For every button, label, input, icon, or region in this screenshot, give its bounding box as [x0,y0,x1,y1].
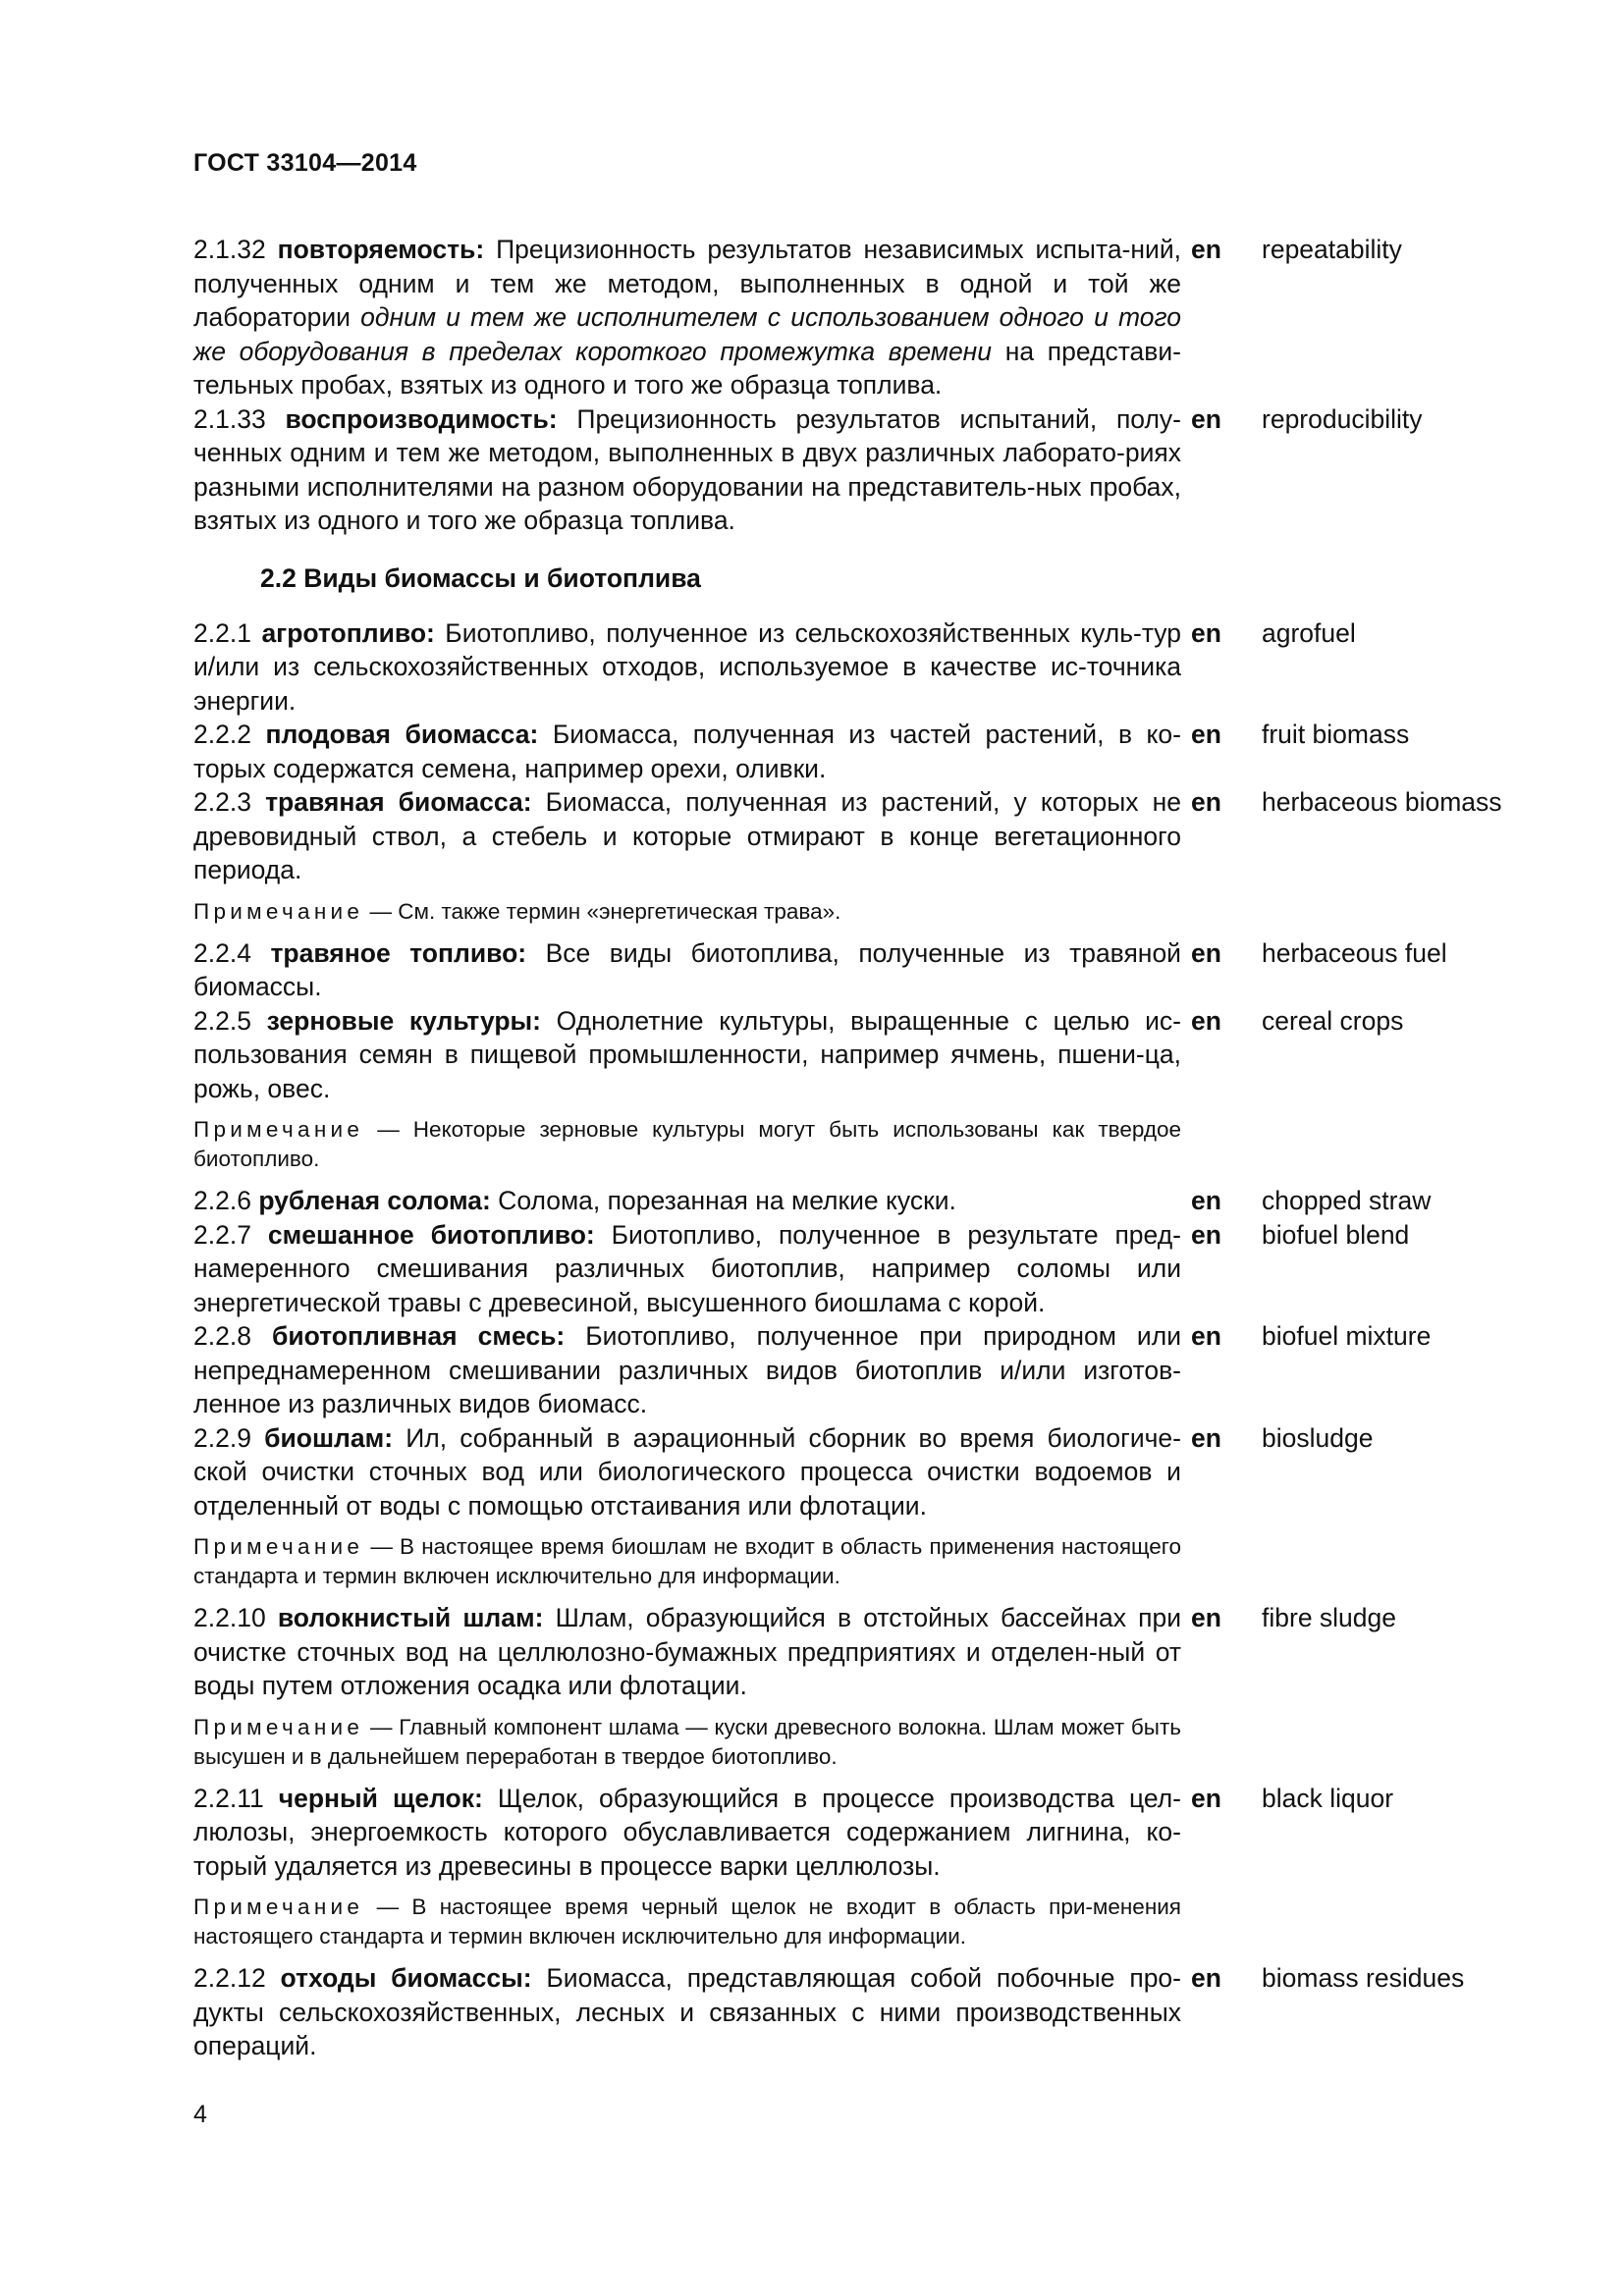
language-code: en [1191,1005,1221,1036]
term-entry [193,233,1548,402]
note [193,1893,1181,1951]
note [193,1713,1181,1772]
english-equivalent: herbaceous biomass [1262,787,1502,817]
language-code: en [1191,235,1221,264]
term-number: 2.2.12 [193,1963,266,1993]
note [193,1532,1181,1591]
term-number: 2.1.32 [193,235,266,264]
definition-text: Биотопливо, полученное из сельскохозяйственных куль-тур и/или из сельскохозяйственных отходов, используемое в качестве ис-точника энергии. [193,617,1181,716]
language-code: en [1191,1603,1221,1632]
definition-text: на представи-тельных пробах, взятых из одного и того же образца топлива. [193,336,1181,400]
term-number: 2.2.9 [193,1422,251,1453]
term-name: смешанное биотопливо: [267,1219,595,1250]
term-definition [193,1319,1181,1421]
english-equivalent: biofuel blend [1262,1219,1410,1250]
section-2-2-entries [193,616,1548,2063]
term-entry [193,1782,1548,1884]
term-number: 2.2.3 [193,787,251,817]
language-code: en [1191,1219,1221,1250]
english-equivalent: fibre sludge [1262,1603,1397,1632]
note-label: Примечание [193,898,364,924]
term-entry [193,1184,1548,1218]
definition-text: Биотопливо, полученное при природном или непреднамеренном смешивании различных видов биотоплив и/или изготов-ленное из различных видов биомасс. [193,1321,1181,1418]
term-definition [193,1421,1181,1523]
term-definition [193,785,1181,887]
term-name: воспроизводимость: [285,403,558,434]
language-code: en [1191,1783,1221,1813]
note-text: — В настоящее время биошлам не входит в область применения настоящего стандарта и термин включен исключительно для информации. [193,1534,1181,1588]
term-definition [193,1961,1181,2063]
term-entry [193,616,1548,719]
term-name: волокнистый шлам: [277,1603,544,1632]
term-entry [193,402,1548,538]
definition-text: Шлам, образующийся в отстойных бассейнах при очистке сточных вод на целлюлозно-бумажных предприятиях и отделен-ный от воды путем отложения осадка или флотации. [193,1603,1181,1700]
language-code: en [1191,787,1221,817]
term-name: плодовая биомасса: [265,720,539,749]
definition-text: Щелок, образующийся в процессе производства цел-люлозы, энергоемкость которого обуславливается содержанием лигнина, ко-торый удаляется из древесины в процессе варки целлюлозы. [193,1783,1181,1881]
definition-text: Солома, порезанная на мелкие куски. [490,1186,956,1215]
term-name: биошлам: [264,1422,394,1453]
document-header: ГОСТ 33104—2014 [193,149,417,177]
term-number: 2.2.5 [193,1005,251,1036]
term-name: повторяемость: [277,235,485,264]
section-2-1-entries [193,233,1548,538]
term-name: агротопливо: [261,617,435,648]
language-code: en [1191,1422,1221,1453]
term-number: 2.1.33 [193,403,266,434]
term-number: 2.2.2 [193,720,251,749]
term-name: биотопливная смесь: [271,1321,566,1351]
term-definition [193,402,1181,538]
term-entry [193,785,1548,887]
note-label: Примечание [193,1117,364,1142]
note-text: — Главный компонент шлама — куски древесного волокна. Шлам может быть высушен и в дальнейшем переработан в твердое биотопливо. [193,1714,1181,1769]
term-entry [193,936,1548,1004]
note-label: Примечание [193,1714,364,1739]
note-text: — Некоторые зерновые культуры могут быть использованы как твердое биотопливо. [193,1117,1181,1171]
definition-text: Прецизионность результатов испытаний, полу-ченных одним и тем же методом, выполненных в двух различных лаборато-риях разными исполнителями на разном оборудовании на представитель-ных пробах, взятых из одного и того же образца топлива. [193,403,1181,535]
term-name: травяное топливо: [270,937,527,968]
definition-text: Биомасса, полученная из растений, у которых не древовидный ствол, а стебель и которые отмирают в конце вегетационного периода. [193,787,1181,884]
definition-text: Биомасса, представляющая собой побочные про-дукты сельскохозяйственных, лесных и связанных с ними производственных операций. [193,1963,1181,2060]
term-name: черный щелок: [278,1783,483,1813]
term-entry [193,1004,1548,1106]
term-number: 2.2.11 [193,1783,264,1813]
term-name: травяная биомасса: [265,787,532,817]
term-entry [193,1319,1548,1421]
definition-text: Прецизионность результатов независимых испыта-ний, полученных одним и тем же методом, выполненных в одной и той же лаборатории [193,235,1181,332]
note-label: Примечание [193,1895,364,1919]
term-number: 2.2.8 [193,1321,251,1351]
term-number: 2.2.4 [193,937,251,968]
definition-text: Биомасса, полученная из частей растений, в ко-торых содержатся семена, например орехи, оливки. [193,720,1181,783]
term-definition [193,1184,1181,1218]
language-code: en [1191,617,1221,648]
note-text: — См. также термин «энергетическая трава». [363,898,841,924]
term-definition [193,1004,1181,1106]
english-equivalent: fruit biomass [1262,720,1410,749]
english-equivalent: black liquor [1262,1783,1394,1813]
term-definition [193,616,1181,719]
term-name: отходы биомассы: [280,1963,532,1993]
language-code: en [1191,1186,1221,1215]
english-equivalent: biosludge [1262,1422,1374,1453]
term-definition [193,718,1181,785]
term-number: 2.2.10 [193,1603,266,1632]
definition-text: Однолетние культуры, выращенные с целью ис-пользования семян в пищевой промышленности, например ячмень, пшени-ца, рожь, овес. [193,1005,1181,1103]
term-definition [193,233,1181,402]
term-definition [193,1218,1181,1320]
definition-text: Биотопливо, полученное в результате пред-намеренного смешивания различных биотоплив, например соломы или энергетической травы с древесиной, высушенного биошлама с корой. [193,1219,1181,1317]
english-equivalent: cereal crops [1262,1005,1404,1036]
note [193,1115,1181,1174]
definition-text: Все виды биотоплива, полученные из травяной биомассы. [193,937,1181,1001]
term-definition [193,1782,1181,1884]
term-entry [193,718,1548,785]
section-title: 2.2 Виды биомассы и биотоплива [260,562,701,593]
definition-text: Ил, собранный в аэрационный сборник во время биологиче-ской очистки сточных вод или биологического процесса очистки водоемов и отделенный от воды с помощью отстаивания или флотации. [193,1422,1181,1521]
english-equivalent: biofuel mixture [1262,1321,1432,1351]
english-equivalent: repeatability [1262,235,1402,264]
language-code: en [1191,1963,1221,1993]
term-name: зерновые культуры: [266,1005,541,1036]
term-entry [193,1421,1548,1523]
term-number: 2.2.1 [193,617,251,648]
english-equivalent: chopped straw [1262,1186,1432,1215]
term-definition [193,936,1181,1004]
term-entry [193,1601,1548,1703]
language-code: en [1191,1321,1221,1351]
note [193,897,1181,927]
term-number: 2.2.6 [193,1186,251,1215]
language-code: en [1191,937,1221,968]
english-equivalent: agrofuel [1262,617,1356,648]
term-entry [193,1218,1548,1320]
language-code: en [1191,403,1221,434]
english-equivalent: biomass residues [1262,1963,1465,1993]
term-number: 2.2.7 [193,1219,251,1250]
english-equivalent: reproducibility [1262,403,1423,434]
page-number: 4 [193,2101,207,2128]
definition-text: одним и тем же исполнителем с использованием одного и того же оборудования в пределах короткого промежутка времени [193,302,1182,366]
term-name: рубленая солома: [258,1186,491,1215]
english-equivalent: herbaceous fuel [1262,937,1447,968]
note-label: Примечание [193,1534,364,1559]
document-body [193,233,1548,2063]
term-definition [193,1601,1181,1703]
term-entry [193,1961,1548,2063]
note-text: — В настоящее время черный щелок не входит в область при-менения настоящего стандарта и термин включен исключительно для информации. [193,1895,1181,1949]
language-code: en [1191,720,1221,749]
